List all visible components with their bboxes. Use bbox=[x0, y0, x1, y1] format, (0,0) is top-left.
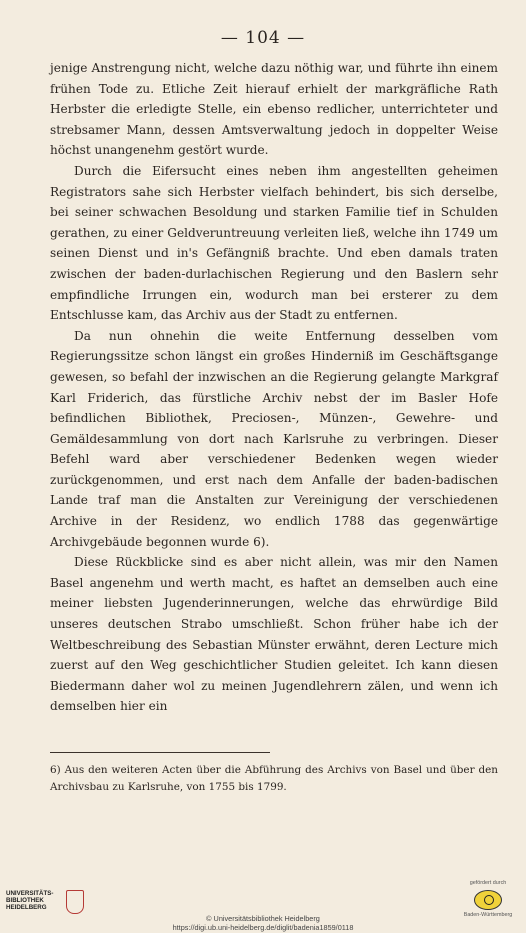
footer bbox=[0, 880, 526, 933]
paragraph: jenige Anstrengung nicht, welche dazu nöthig war, und führte ihn einem frühen Tode zu. Etliche Zeit hierauf erhielt der markgräfliche Rath Herbster die erledigte Stelle, ein ebenso redlicher, unterrichteter und strebsamer Mann, dessen Amtsverwaltung jedoch in doppelter Weise höchst unangenehm gestört wurde. bbox=[50, 61, 498, 158]
library-seal-icon bbox=[66, 890, 84, 914]
state-emblem-icon bbox=[474, 890, 502, 910]
paragraph: Diese Rückblicke sind es aber nicht allein, was mir den Namen Basel angenehm und werth macht, es haftet an demselben auch eine meiner liebsten Jugenderinnerungen, welche das ehrwürdige Bild unseres deutschen Strabo umschließt. Schon früher habe ich der Weltbeschreibung des Sebastian Münster erwähnt, deren Lecture mich zuerst auf den Weg geschichtlicher Studien geleitet. Ich kann diesen Biedermann daher wol zu meinen Jugendlehrern zälen, und wenn ich demselben hier ein bbox=[50, 555, 498, 714]
sponsor-name: Baden-Württemberg bbox=[463, 912, 513, 918]
source-url-link[interactable]: https://digi.ub.uni-heidelberg.de/diglit/badenia1859/0118 bbox=[172, 923, 354, 932]
paragraph: Durch die Eifersucht eines neben ihm angestellten geheimen Registrators sahe sich Herbster vielfach behindert, bis sich derselbe, bei seiner schwachen Besoldung und starken Familie tief in Schulden gerathen, zu einer Geldveruntreuung verleiten ließ, welche ihn 1749 um seinen Dienst und in's Gefängniß brachte. Und eben damals traten zwischen der baden-durlachischen Regierung und den Baslern sehr empfindliche Irrungen ein, wodurch man bei ersterer zu dem Entschlusse kam, das Archiv aus der Stadt zu entfernen. bbox=[50, 163, 498, 323]
copyright-block bbox=[0, 914, 526, 932]
footnote: 6) Aus den weiteren Acten über die Abführung des Archivs von Basel und über den Archivsbau zu Karlsruhe, von 1755 bis 1799. bbox=[50, 764, 498, 793]
body-text bbox=[50, 58, 498, 717]
library-logo-line: HEIDELBERG bbox=[6, 904, 47, 911]
library-logo-line: BIBLIOTHEK bbox=[6, 897, 44, 904]
footnote-divider bbox=[50, 752, 270, 753]
page-number-header: — 104 — bbox=[220, 28, 306, 48]
paragraph: Da nun ohnehin die weite Entfernung desselben vom Regierungssitze schon längst ein großes Hinderniß im Geschäftsgange gewesen, so befahl der inzwischen an die Regierung gelangte Markgraf Karl Friderich, das fürstliche Archiv nebst der im Basler Hofe befindlichen Bibliothek, Preciosen-, Münzen-, Gewehre- und Gemäldesammlung von dort nach Karlsruhe zu verbringen. Dieser Befehl ward aber verschiedener Bedenken wegen wieder zurückgenommen, und erst nach dem Anfalle der baden-badischen Lande traf man die Anstalten zur Vereinigung der verschiedenen Archive in der Residenz, wo endlich 1788 das gegenwärtige Archivgebäude begonnen wurde 6). bbox=[50, 328, 498, 549]
sponsor-block bbox=[458, 880, 518, 918]
sponsor-caption: gefördert durch bbox=[469, 880, 507, 886]
copyright-text: © Universitätsbibliothek Heidelberg bbox=[206, 914, 320, 923]
library-logo-line: UNIVERSITÄTS- bbox=[6, 890, 54, 897]
